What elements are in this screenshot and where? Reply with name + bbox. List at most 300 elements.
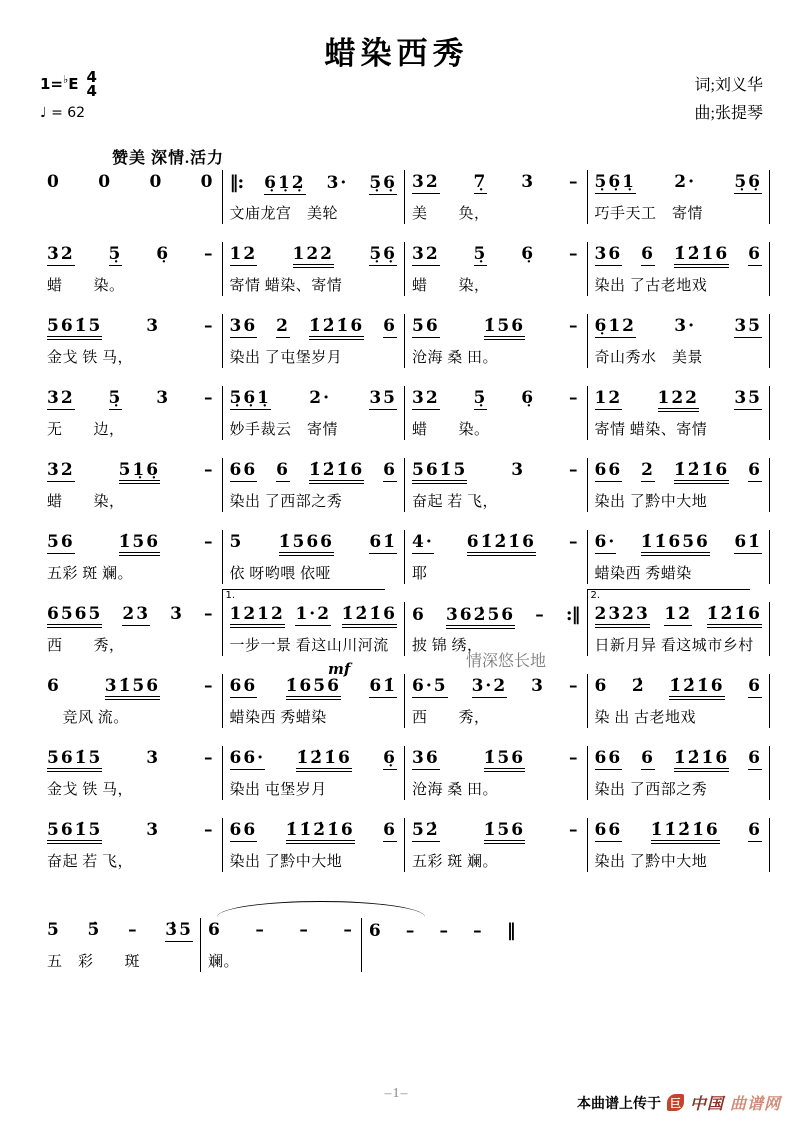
- key-signature: [40, 70, 97, 99]
- notes-row: [412, 748, 580, 772]
- note-group: 6: [748, 748, 762, 768]
- notes-row: [230, 172, 398, 196]
- note-group: –: [203, 244, 215, 264]
- measure: [223, 590, 406, 656]
- system: [40, 314, 770, 368]
- measure: [588, 458, 771, 512]
- system: [40, 386, 770, 440]
- note-group: 5̣: [108, 244, 123, 264]
- note-group: 6: [383, 460, 397, 480]
- note-group: 61̇2̇1̇6: [467, 532, 536, 556]
- note-group: 5̣6̣: [369, 173, 397, 193]
- note-group: 6·5: [412, 676, 448, 696]
- system: [40, 746, 770, 800]
- note-group: 32: [47, 388, 75, 408]
- note-group: 122: [658, 388, 700, 412]
- note-group: 5: [229, 532, 244, 552]
- notes-row: [47, 244, 215, 268]
- note-group: –: [569, 532, 580, 552]
- note-group: 61̇: [369, 676, 397, 696]
- lyric-line: 沧海 桑 田。: [412, 782, 499, 798]
- note-group: 3: [146, 316, 161, 336]
- note-group: –: [343, 920, 354, 940]
- lyric-line: 蜡 染，: [412, 278, 490, 294]
- notes-row: [412, 388, 580, 412]
- note-group: 5: [47, 920, 61, 940]
- note-group: 2323: [595, 604, 650, 628]
- lyric-line: 西 秀，: [47, 638, 125, 654]
- note-group: –: [128, 920, 139, 940]
- note-group: 32: [412, 388, 440, 408]
- system: [40, 674, 770, 728]
- note-group: 1̇656: [286, 676, 341, 700]
- notes-row: [595, 388, 763, 412]
- measure: [223, 818, 406, 872]
- note-group: 6: [594, 676, 609, 696]
- lyric-line: 五彩 斑 斓。: [47, 566, 134, 582]
- note-group: 1212: [230, 604, 285, 628]
- lyric-line: 巧手天工 寄情: [594, 206, 704, 222]
- note-group: 1̇56: [119, 532, 161, 556]
- note-group: 561̇5: [47, 748, 102, 772]
- note-group: 5̣: [473, 388, 488, 408]
- note-group: 561̇5: [47, 316, 102, 340]
- tempo-value: = 62: [51, 105, 86, 121]
- measure: [405, 746, 588, 800]
- lyric-line: 依 呀哟喂 依哑: [229, 566, 332, 582]
- measure: [40, 314, 223, 368]
- note-group: 1̇2̇1̇6: [342, 604, 397, 628]
- note-group: 561̇5: [47, 820, 102, 844]
- note-group: 0: [200, 172, 215, 192]
- note-group: 1̇2̇1̇6: [674, 748, 729, 772]
- note-group: 6̣: [521, 388, 536, 408]
- notes-row: [412, 316, 580, 340]
- measure: [201, 918, 362, 972]
- note-group: 66: [229, 820, 258, 840]
- measure: [588, 746, 771, 800]
- note-group: –: [439, 921, 450, 941]
- note-group: 2: [641, 460, 655, 480]
- note-group: –: [203, 460, 215, 480]
- notes-row: [47, 820, 215, 844]
- note-group: –: [569, 676, 580, 696]
- note-group: –: [299, 920, 310, 940]
- note-group: 6̣1̣2̣: [264, 173, 306, 193]
- measure: [588, 818, 771, 872]
- note-group: 6̣: [521, 244, 536, 264]
- lyric-line: 奇山秀水 美景: [594, 350, 704, 366]
- measure: [40, 746, 223, 800]
- tie-arc: [217, 901, 425, 917]
- note-group: 0: [47, 172, 61, 192]
- notes-row: [230, 316, 398, 340]
- note-group: 6̣: [383, 748, 397, 768]
- note-group: 36: [229, 316, 258, 336]
- tempo-marking: [40, 105, 85, 121]
- note-group: 2·: [309, 388, 332, 408]
- notes-row: [47, 532, 215, 556]
- lyric-line: 奋起 若 飞，: [47, 854, 134, 870]
- notes-row: [47, 748, 215, 772]
- note-group: 1̇2̇1̇6: [674, 460, 729, 484]
- measure: [405, 818, 588, 872]
- lyric-line: 金戈 铁 马，: [47, 782, 134, 798]
- system: [40, 818, 770, 872]
- system: [40, 242, 770, 296]
- note-group: 3·2: [471, 676, 508, 696]
- note-group: 3·: [674, 316, 697, 336]
- measure: [223, 458, 406, 512]
- notes-row: [412, 676, 580, 700]
- final-barline: ‖: [506, 920, 515, 941]
- measure: [405, 242, 588, 296]
- measure: [588, 242, 771, 296]
- lyric-line: 蜡染西 秀蜡染: [594, 566, 692, 582]
- note-group: 3: [511, 460, 526, 480]
- measure: [588, 386, 771, 440]
- note-group: –: [473, 921, 484, 941]
- lyric-line: 蜡 染。: [47, 278, 125, 294]
- note-group: –: [568, 244, 580, 264]
- note-group: 1̇2̇1̇6: [309, 460, 364, 484]
- volta-bracket: 1.: [222, 589, 386, 602]
- note-group: 3̇5: [165, 920, 193, 940]
- notes-row: [47, 460, 215, 484]
- lyric-line: 无 边，: [47, 422, 125, 438]
- notes-row: [47, 920, 193, 944]
- upload-attribution: [577, 1091, 781, 1114]
- system: [40, 170, 770, 224]
- lyric-line: 蜡 染。: [412, 422, 490, 438]
- note-group: 7̣: [473, 172, 488, 192]
- notes-row: [595, 532, 763, 556]
- measure: [40, 602, 223, 656]
- note-group: 32: [47, 244, 75, 264]
- lyric-line: 日新月异 看这城市乡村: [594, 638, 754, 654]
- note-group: 2: [276, 316, 290, 336]
- note-group: 6: [748, 244, 762, 264]
- note-group: 12: [229, 244, 258, 264]
- note-group: 5̣6̣: [369, 244, 397, 264]
- note-group: 5̣6̣1̣: [229, 388, 271, 408]
- composer-credit: 曲;张提琴: [694, 105, 763, 122]
- notes-row: [47, 676, 215, 700]
- measure: [223, 242, 406, 296]
- note-group: –: [568, 820, 580, 840]
- qupu-logo-icon: 巨: [667, 1094, 684, 1111]
- lyric-line: 染出 了西部之秀: [229, 494, 343, 510]
- note-group: 1̇2̇1̇6: [309, 316, 364, 340]
- note-group: 6·: [594, 532, 617, 552]
- note-group: 5̣6̣: [734, 172, 762, 192]
- note-group: 5̇: [87, 920, 102, 940]
- note-group: 3: [521, 172, 536, 192]
- note-group: 2·: [674, 172, 697, 192]
- notes-row: [47, 172, 215, 196]
- note-group: 1̇56: [484, 820, 526, 844]
- note-group: 23: [122, 604, 151, 624]
- measure: [40, 818, 223, 872]
- notes-row: [412, 460, 580, 484]
- measure: [40, 530, 223, 584]
- repeat-start-sign: ‖:: [229, 172, 244, 193]
- lyric-line: 披 锦 绣，: [412, 638, 483, 654]
- measure: [588, 590, 771, 656]
- page-number: –1–: [384, 1086, 409, 1101]
- measure: [40, 386, 223, 440]
- credits: [695, 72, 763, 128]
- note-group: 35: [734, 316, 762, 336]
- note-group: 6̣12: [594, 316, 636, 336]
- lyric-line: 妙手裁云 寄情: [229, 422, 339, 438]
- note-group: 4·: [412, 532, 434, 552]
- notes-row: [412, 604, 580, 628]
- note-group: 52̇: [412, 820, 440, 840]
- note-group: –: [568, 172, 580, 192]
- lyric-line: 金戈 铁 马，: [47, 350, 134, 366]
- note-group: 12: [664, 604, 693, 624]
- measure: [223, 674, 406, 728]
- measure: [40, 918, 201, 972]
- time-signature: [86, 70, 96, 99]
- score: [40, 170, 770, 990]
- key-prefix: 1=: [40, 75, 64, 94]
- note-group: –: [535, 605, 546, 625]
- repeat-end-sign: :‖: [565, 604, 580, 625]
- lyric-line: 沧海 桑 田。: [412, 350, 499, 366]
- measure: [405, 386, 588, 440]
- note-group: 6: [383, 820, 397, 840]
- lyric-line: 染出 了古老地戏: [594, 278, 708, 294]
- system: [40, 530, 770, 584]
- note-group: 6: [412, 605, 426, 625]
- note-group: 6: [383, 316, 397, 336]
- note-group: 35: [734, 388, 762, 408]
- expression-marking-2: 情深悠长地: [466, 653, 547, 670]
- lyric-line: 染出 了黔中大地: [594, 494, 708, 510]
- measure: [588, 314, 771, 368]
- system: [40, 918, 522, 972]
- note-group: 6: [276, 460, 290, 480]
- volta-bracket: 2.: [587, 589, 751, 602]
- note-group: 66·: [229, 748, 266, 768]
- lyric-line: 染 出 古老地戏: [594, 710, 697, 726]
- note-group: –: [568, 748, 580, 768]
- note-group: 5̣6̣1̣: [594, 172, 636, 192]
- note-group: 66: [594, 460, 623, 480]
- note-group: –: [255, 920, 266, 940]
- lyric-line: 奋起 若 飞，: [412, 494, 499, 510]
- notes-row: [47, 388, 215, 412]
- note-group: 1̇2̇1̇6: [674, 244, 729, 268]
- note-group: 1̇2̇1̇6: [296, 748, 351, 772]
- note-group: 61̇: [369, 532, 397, 552]
- dynamic-marking: mf: [328, 660, 351, 678]
- note-group: 3: [146, 820, 161, 840]
- notes-row: [595, 316, 763, 340]
- lyric-line: 染出 屯堡岁月: [229, 782, 327, 798]
- note-group: 6: [641, 748, 655, 768]
- note-group: 1·2: [295, 604, 332, 624]
- note-group: 6: [207, 920, 222, 940]
- note-group: 1̇566: [279, 532, 334, 556]
- lyric-line: 五 彩 斑: [47, 954, 141, 970]
- note-group: 56: [412, 316, 440, 336]
- measure: [588, 170, 771, 224]
- lyric-line: 蜡 染，: [47, 494, 125, 510]
- notes-row: [412, 820, 580, 844]
- expression-marking: 赞美 深情.活力: [112, 150, 225, 167]
- measure: [223, 386, 406, 440]
- measure: [405, 674, 588, 728]
- note-group: 5̣: [108, 388, 123, 408]
- song-title: 蜡染西秀: [324, 36, 469, 71]
- measure: [405, 458, 588, 512]
- notes-row: [595, 460, 763, 484]
- lyric-line: 寄情 蜡染、寄情: [229, 278, 343, 294]
- note-group: 0: [98, 172, 113, 192]
- notes-row: [230, 676, 398, 700]
- lyric-line: 西 秀，: [412, 710, 490, 726]
- note-group: 1̇1̇2̇1̇6: [286, 820, 355, 844]
- note-group: 6: [368, 921, 383, 941]
- note-group: 6: [748, 460, 762, 480]
- note-group: 32: [412, 172, 440, 192]
- note-group: 3: [170, 604, 184, 624]
- flat-sign-icon: ♭: [63, 72, 69, 86]
- note-group: 1̇2̇1̇6: [669, 676, 724, 700]
- lyric-line: 寄情 蜡染、寄情: [594, 422, 708, 438]
- measure: [223, 170, 406, 224]
- notes-row: [230, 388, 398, 412]
- note-group: 6: [641, 244, 655, 264]
- note-group: –: [203, 388, 215, 408]
- note-group: 66: [594, 748, 623, 768]
- note-group: 3: [146, 748, 161, 768]
- lyric-line: 斓。: [207, 954, 239, 970]
- notes-row: [595, 172, 763, 196]
- note-group: 1̇2̇1̇6: [707, 604, 762, 628]
- note-group: 51̣6̣: [119, 460, 161, 484]
- lyric-line: 蜡染西 秀蜡染: [229, 710, 327, 726]
- notes-row: [230, 748, 398, 772]
- lyric-line: 染出 了黔中大地: [229, 854, 343, 870]
- measure: [40, 458, 223, 512]
- note-group: 56: [47, 532, 75, 552]
- note-group: 2̇: [631, 676, 646, 696]
- note-group: 61̇: [734, 532, 762, 552]
- lyric-line: 染出 了西部之秀: [594, 782, 708, 798]
- measure: [405, 170, 588, 224]
- note-group: 3: [531, 676, 545, 696]
- logo-site-text: 曲谱网: [729, 1096, 781, 1113]
- note-group: 0: [149, 172, 164, 192]
- notes-row: [369, 920, 515, 944]
- system: [40, 590, 770, 656]
- notes-row: [47, 604, 215, 628]
- meter-top: 4: [86, 68, 97, 86]
- note-group: 6: [748, 676, 762, 696]
- note-group: 35: [369, 388, 397, 408]
- lyric-line: 一步一景 看这山川河流: [229, 638, 389, 654]
- notes-row: [595, 820, 763, 844]
- note-group: –: [568, 388, 580, 408]
- measure: [40, 242, 223, 296]
- note-group: –: [568, 316, 580, 336]
- note-group: –: [203, 748, 215, 768]
- note-group: 362̇56: [446, 605, 515, 629]
- note-group: 6: [47, 676, 61, 696]
- key-note: E: [68, 75, 79, 94]
- note-group: –: [203, 532, 215, 552]
- lyric-line: 五彩 斑 斓。: [412, 854, 499, 870]
- note-group: 6565: [47, 604, 102, 628]
- measure: [40, 170, 223, 224]
- notes-row: [595, 748, 763, 772]
- notes-row: [595, 676, 763, 700]
- lyric-line: 竞风 流。: [47, 710, 129, 726]
- measure: [362, 918, 522, 972]
- note-group: 6̣: [156, 244, 171, 264]
- note-group: 6: [748, 820, 762, 840]
- note-group: –: [568, 460, 580, 480]
- notes-row: [230, 532, 398, 556]
- note-group: 1̇1̇2̇1̇6: [651, 820, 720, 844]
- lyric-line: 美 奂，: [412, 206, 490, 222]
- note-group: 1̇1̇656: [641, 532, 710, 556]
- note-group: 66: [229, 460, 258, 480]
- measure: [223, 314, 406, 368]
- notes-row: [412, 244, 580, 268]
- measure: [223, 746, 406, 800]
- note-group: 12: [594, 388, 623, 408]
- quarter-note-icon: ♩: [40, 105, 47, 121]
- measure: [405, 530, 588, 584]
- lyricist-credit: 词;刘义华: [694, 77, 763, 94]
- notes-row: [230, 244, 398, 268]
- lyric-line: 文庙龙宫 美轮: [229, 206, 339, 222]
- note-group: –: [203, 316, 215, 336]
- measure: [223, 530, 406, 584]
- lyric-line: 耶: [412, 566, 428, 582]
- notes-row: [230, 820, 398, 844]
- upload-text: 本曲谱上传于: [576, 1096, 661, 1112]
- meter-bottom: 4: [86, 82, 97, 101]
- note-group: –: [405, 921, 417, 941]
- notes-row: [208, 920, 354, 944]
- notes-row: [412, 172, 580, 196]
- measure: [588, 674, 771, 728]
- note-group: 66: [594, 820, 623, 840]
- notes-row: [47, 316, 215, 340]
- notes-row: [230, 604, 398, 628]
- note-group: 3·: [326, 173, 349, 193]
- note-group: 1̇56: [484, 748, 526, 772]
- measure: [588, 530, 771, 584]
- system: [40, 458, 770, 512]
- notes-row: [595, 244, 763, 268]
- note-group: 36: [594, 244, 623, 264]
- note-group: 32: [47, 460, 75, 480]
- notes-row: [595, 604, 763, 628]
- lyric-line: 染出 了屯堡岁月: [229, 350, 343, 366]
- note-group: 561̇5: [412, 460, 467, 484]
- note-group: –: [203, 676, 215, 696]
- note-group: 66: [229, 676, 258, 696]
- notes-row: [230, 460, 398, 484]
- notes-row: [412, 532, 580, 556]
